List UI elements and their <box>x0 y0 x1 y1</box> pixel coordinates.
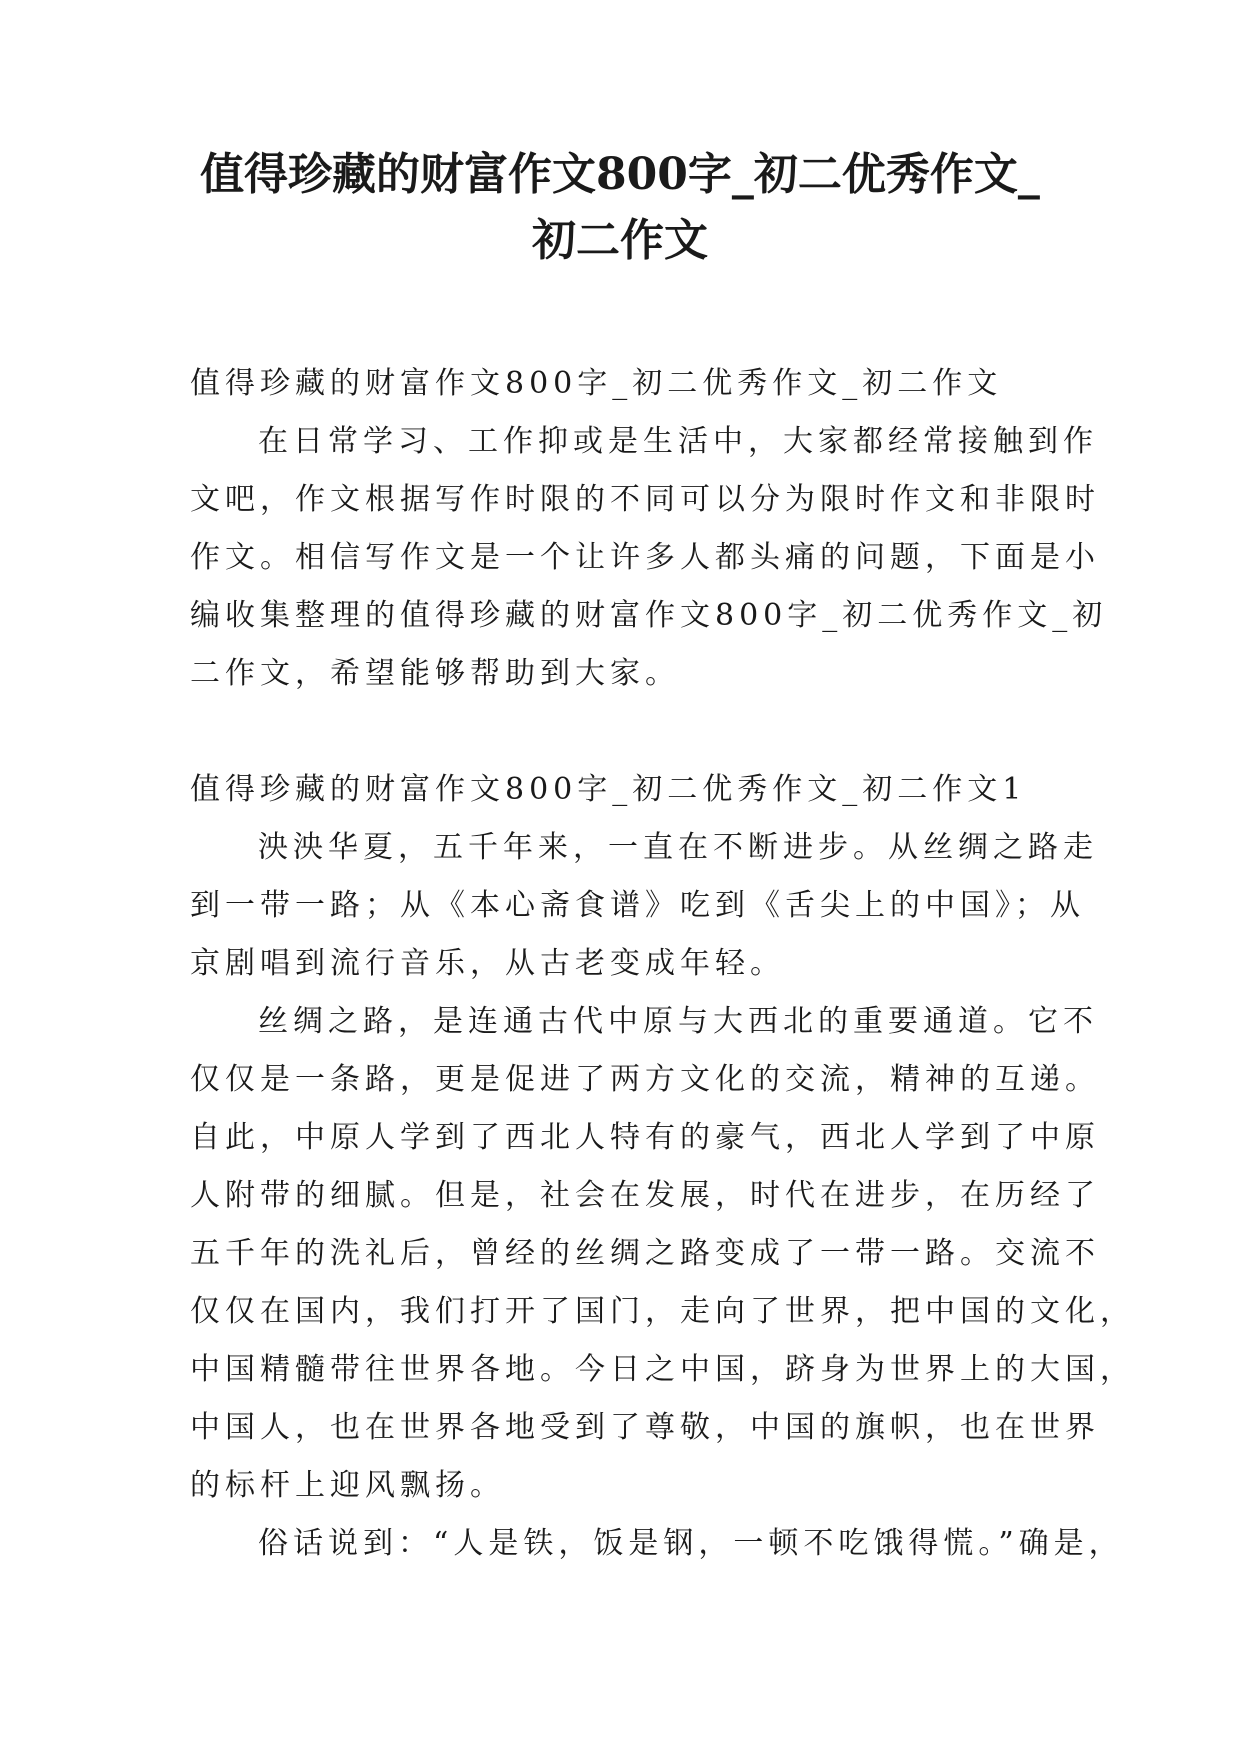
paragraph-2-line: 中国人，也在世界各地受到了尊敬，中国的旗帜，也在世界 <box>190 1410 1100 1445</box>
paragraph-1-line: 京剧唱到流行音乐，从古老变成年轻。 <box>190 946 785 981</box>
paragraph-2-line: 的标杆上迎风飘扬。 <box>190 1468 505 1503</box>
paragraph-2-line: 仅仅是一条路，更是促进了两方文化的交流，精神的互递。 <box>190 1062 1100 1097</box>
intro-line: 二作文，希望能够帮助到大家。 <box>190 656 680 691</box>
paragraph-1-line: 泱泱华夏，五千年来，一直在不断进步。从丝绸之路走 <box>258 830 1098 865</box>
title-line-1: 值得珍藏的财富作文800字_初二优秀作文_ <box>200 149 1040 200</box>
paragraph-2-line: 自此，中原人学到了西北人特有的豪气，西北人学到了中原 <box>190 1120 1100 1155</box>
paragraph-2-line: 五千年的洗礼后，曾经的丝绸之路变成了一带一路。交流不 <box>190 1236 1100 1271</box>
paragraph-2-line: 仅仅在国内，我们打开了国门，走向了世界，把中国的文化， <box>190 1294 1135 1329</box>
intro-line: 编收集整理的值得珍藏的财富作文800字_初二优秀作文_初 <box>190 598 1108 633</box>
essay-heading: 值得珍藏的财富作文800字_初二优秀作文_初二作文1 <box>190 772 1027 807</box>
paragraph-1-line: 到一带一路；从《本心斋食谱》吃到《舌尖上的中国》；从 <box>190 888 1085 923</box>
intro-heading: 值得珍藏的财富作文800字_初二优秀作文_初二作文 <box>190 366 1003 401</box>
document-title <box>150 142 1090 274</box>
document-body <box>190 355 1135 1573</box>
title-line-2: 初二作文 <box>532 215 708 266</box>
paragraph-2-line: 中国精髓带往世界各地。今日之中国，跻身为世界上的大国， <box>190 1352 1135 1387</box>
intro-line: 文吧，作文根据写作时限的不同可以分为限时作文和非限时 <box>190 482 1100 517</box>
intro-line: 在日常学习、工作抑或是生活中，大家都经常接触到作 <box>258 424 1098 459</box>
section-spacer <box>190 703 1070 761</box>
paragraph-3-line: 俗话说到：“人是铁，饭是钢，一顿不吃饿得慌。”确是， <box>258 1526 1124 1561</box>
paragraph-2-line: 人附带的细腻。但是，社会在发展，时代在进步，在历经了 <box>190 1178 1100 1213</box>
intro-line: 作文。相信写作文是一个让许多人都头痛的问题，下面是小 <box>190 540 1100 575</box>
paragraph-2-line: 丝绸之路，是连通古代中原与大西北的重要通道。它不 <box>258 1004 1098 1039</box>
